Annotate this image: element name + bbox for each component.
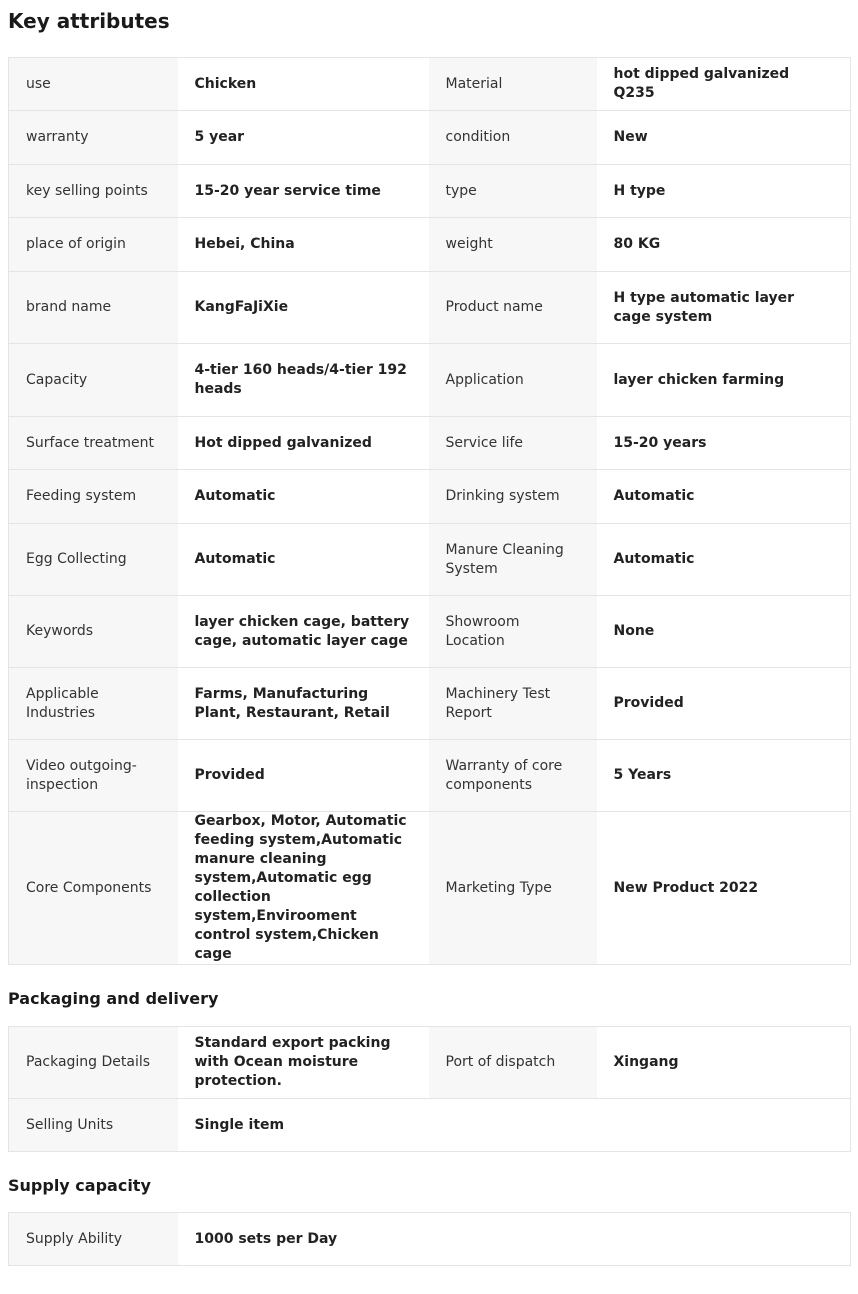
attribute-label: Service life <box>429 417 597 470</box>
attribute-label: Packaging Details <box>9 1027 178 1099</box>
attribute-value: 4-tier 160 heads/4-tier 192 heads <box>178 344 429 417</box>
attribute-value: 5 Years <box>597 740 851 812</box>
attribute-label: key selling points <box>9 165 178 218</box>
attribute-label: Surface treatment <box>9 417 178 470</box>
table-row <box>9 1213 851 1266</box>
attribute-value: 80 KG <box>597 218 851 272</box>
attribute-value: Standard export packing with Ocean moisture protection. <box>178 1027 429 1099</box>
attribute-value: Automatic <box>178 470 429 524</box>
attribute-label: Feeding system <box>9 470 178 524</box>
attribute-label: Egg Collecting <box>9 524 178 596</box>
attribute-value: layer chicken cage, battery cage, automatic layer cage <box>178 596 429 668</box>
attribute-label: brand name <box>9 272 178 344</box>
attribute-label: Core Components <box>9 812 178 965</box>
attribute-value: 15-20 years <box>597 417 851 470</box>
attribute-value: layer chicken farming <box>597 344 851 417</box>
attribute-label: warranty <box>9 111 178 165</box>
attribute-label: Drinking system <box>429 470 597 524</box>
product-attributes-panel <box>8 0 850 1266</box>
attribute-value: New Product 2022 <box>597 812 851 965</box>
attribute-value: KangFaJiXie <box>178 272 429 344</box>
table-row <box>9 596 851 668</box>
table-row <box>9 272 851 344</box>
attribute-value: 1000 sets per Day <box>178 1213 851 1266</box>
attribute-value: Xingang <box>597 1027 851 1099</box>
attribute-label: condition <box>429 111 597 165</box>
attribute-label: Warranty of core components <box>429 740 597 812</box>
key-attributes-table <box>8 57 851 965</box>
attribute-value: None <box>597 596 851 668</box>
attribute-value: Gearbox, Motor, Automatic feeding system,Automatic manure cleaning system,Automatic egg collection system,Envirooment control system,Chicken cage <box>178 812 429 965</box>
attribute-label: Applicable Industries <box>9 668 178 740</box>
attribute-value: Automatic <box>178 524 429 596</box>
attribute-label: Application <box>429 344 597 417</box>
attribute-label: Marketing Type <box>429 812 597 965</box>
attribute-label: Material <box>429 58 597 111</box>
table-row <box>9 417 851 470</box>
attribute-value: Automatic <box>597 524 851 596</box>
attribute-label: Keywords <box>9 596 178 668</box>
attribute-label: place of origin <box>9 218 178 272</box>
attribute-value: Single item <box>178 1099 851 1152</box>
table-row <box>9 668 851 740</box>
attribute-value: H type automatic layer cage system <box>597 272 851 344</box>
attribute-value: H type <box>597 165 851 218</box>
attribute-label: Supply Ability <box>9 1213 178 1266</box>
attribute-label: Selling Units <box>9 1099 178 1152</box>
attribute-value: Hot dipped galvanized <box>178 417 429 470</box>
table-row <box>9 58 851 111</box>
table-row <box>9 218 851 272</box>
packaging-table <box>8 1026 851 1152</box>
table-row <box>9 165 851 218</box>
attribute-value: Provided <box>597 668 851 740</box>
table-row <box>9 524 851 596</box>
attribute-label: Manure Cleaning System <box>429 524 597 596</box>
supply-heading: Supply capacity <box>8 1176 151 1195</box>
attribute-value: 5 year <box>178 111 429 165</box>
packaging-heading: Packaging and delivery <box>8 989 219 1008</box>
table-row <box>9 344 851 417</box>
table-row <box>9 740 851 812</box>
attribute-label: weight <box>429 218 597 272</box>
attribute-value: Farms, Manufacturing Plant, Restaurant, Retail <box>178 668 429 740</box>
table-row <box>9 812 851 965</box>
attribute-label: type <box>429 165 597 218</box>
attribute-value: Hebei, China <box>178 218 429 272</box>
attribute-label: Showroom Location <box>429 596 597 668</box>
table-row <box>9 1027 851 1099</box>
attribute-label: Product name <box>429 272 597 344</box>
attribute-label: Machinery Test Report <box>429 668 597 740</box>
supply-table <box>8 1212 851 1266</box>
attribute-label: Port of dispatch <box>429 1027 597 1099</box>
attribute-value: New <box>597 111 851 165</box>
attribute-value: Provided <box>178 740 429 812</box>
attribute-label: Capacity <box>9 344 178 417</box>
table-row <box>9 470 851 524</box>
attribute-label: Video outgoing-inspection <box>9 740 178 812</box>
key-attributes-heading: Key attributes <box>8 9 170 33</box>
attribute-label: use <box>9 58 178 111</box>
attribute-value: Chicken <box>178 58 429 111</box>
attribute-value: 15-20 year service time <box>178 165 429 218</box>
table-row <box>9 111 851 165</box>
table-row <box>9 1099 851 1152</box>
attribute-value: Automatic <box>597 470 851 524</box>
attribute-value: hot dipped galvanized Q235 <box>597 58 851 111</box>
